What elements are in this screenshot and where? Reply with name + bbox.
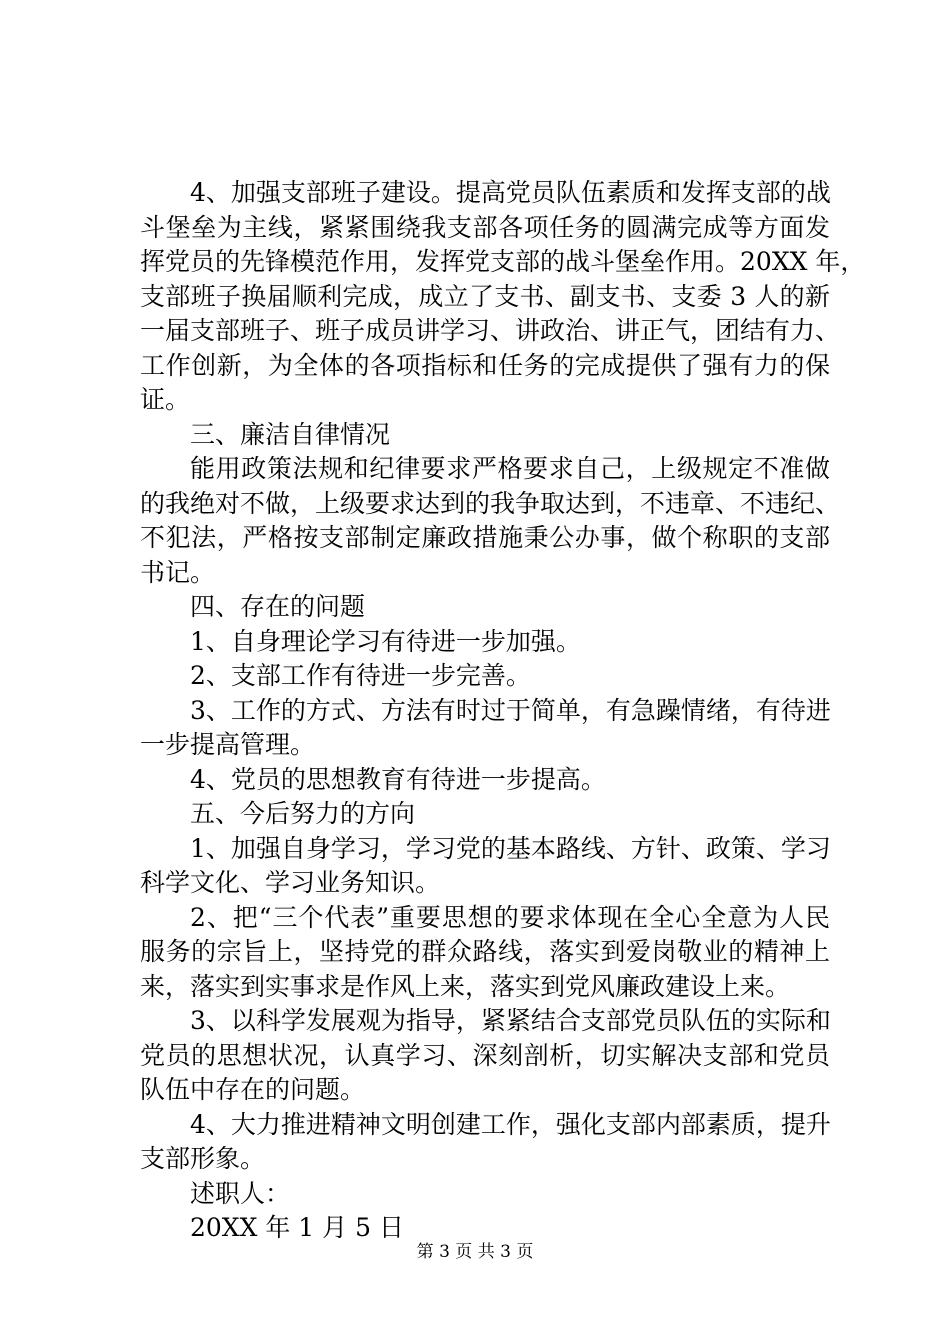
text-line: 来，落实到实事求是作风上来，落实到党风廉政建设上来。 <box>140 971 791 1001</box>
text-line: 4、大力推进精神文明创建工作，强化支部内部素质，提升 <box>190 1109 831 1139</box>
text-line: 述职人： <box>190 1178 291 1208</box>
text-line: 书记。 <box>140 557 216 587</box>
text-line: 4、加强支部班子建设。提高党员队伍素质和发挥支部的战 <box>190 178 831 207</box>
text-line: 的我绝对不做，上级要求达到的我争取达到，不违章、不违纪、 <box>140 488 841 518</box>
text-line: 能用政策法规和纪律要求严格要求自己，上级规定不准做 <box>190 454 830 483</box>
text-line: 支部班子换届顺利完成，成立了支书、副支书、支委 3 人的新 <box>140 281 830 311</box>
text-line: 2、支部工作有待进一步完善。 <box>190 661 531 690</box>
text-line: 斗堡垒为主线，紧紧围绕我支部各项任务的圆满完成等方面发 <box>140 212 830 242</box>
text-line: 四、存在的问题 <box>190 592 366 621</box>
text-line: 五、今后努力的方向 <box>190 799 416 828</box>
text-line: 4、党员的思想教育有待进一步提高。 <box>190 764 606 794</box>
text-line: 一步提高管理。 <box>140 730 316 759</box>
document-body <box>140 176 866 1246</box>
page-footer: 第 3 页 共 3 页 <box>416 1242 534 1262</box>
text-line: 一届支部班子、班子成员讲学习、讲政治、讲正气，团结有力、 <box>140 316 841 345</box>
text-line: 1、自身理论学习有待进一步加强。 <box>190 626 581 656</box>
text-line: 支部形象。 <box>140 1144 266 1173</box>
text-line: 3、工作的方式、方法有时过于简单，有急躁情绪，有待进 <box>190 695 831 725</box>
text-line: 3、以科学发展观为指导，紧紧结合支部党员队伍的实际和 <box>190 1006 831 1035</box>
text-line: 三、廉洁自律情况 <box>190 419 391 449</box>
text-line: 1、加强自身学习，学习党的基本路线、方针、政策、学习 <box>190 833 831 863</box>
text-line: 20XX 年 1 月 5 日 <box>190 1213 404 1242</box>
text-line: 工作创新，为全体的各项指标和任务的完成提供了强有力的保 <box>140 350 830 380</box>
text-line: 挥党员的先锋模范作用，发挥党支部的战斗堡垒作用。20XX 年， <box>140 247 866 276</box>
text-line: 服务的宗旨上，坚持党的群众路线，落实到爱岗敬业的精神上 <box>140 937 830 966</box>
text-line: 2、把“三个代表”重要思想的要求体现在全心全意为人民 <box>190 902 830 932</box>
text-line: 党员的思想状况，认真学习、深刻剖析，切实解决支部和党员 <box>140 1040 830 1070</box>
text-line: 科学文化、学习业务知识。 <box>140 868 441 897</box>
text-line: 不犯法，严格按支部制定廉政措施秉公办事，做个称职的支部 <box>140 523 830 552</box>
text-line: 证。 <box>140 385 191 414</box>
text-line: 队伍中存在的问题。 <box>140 1075 366 1104</box>
